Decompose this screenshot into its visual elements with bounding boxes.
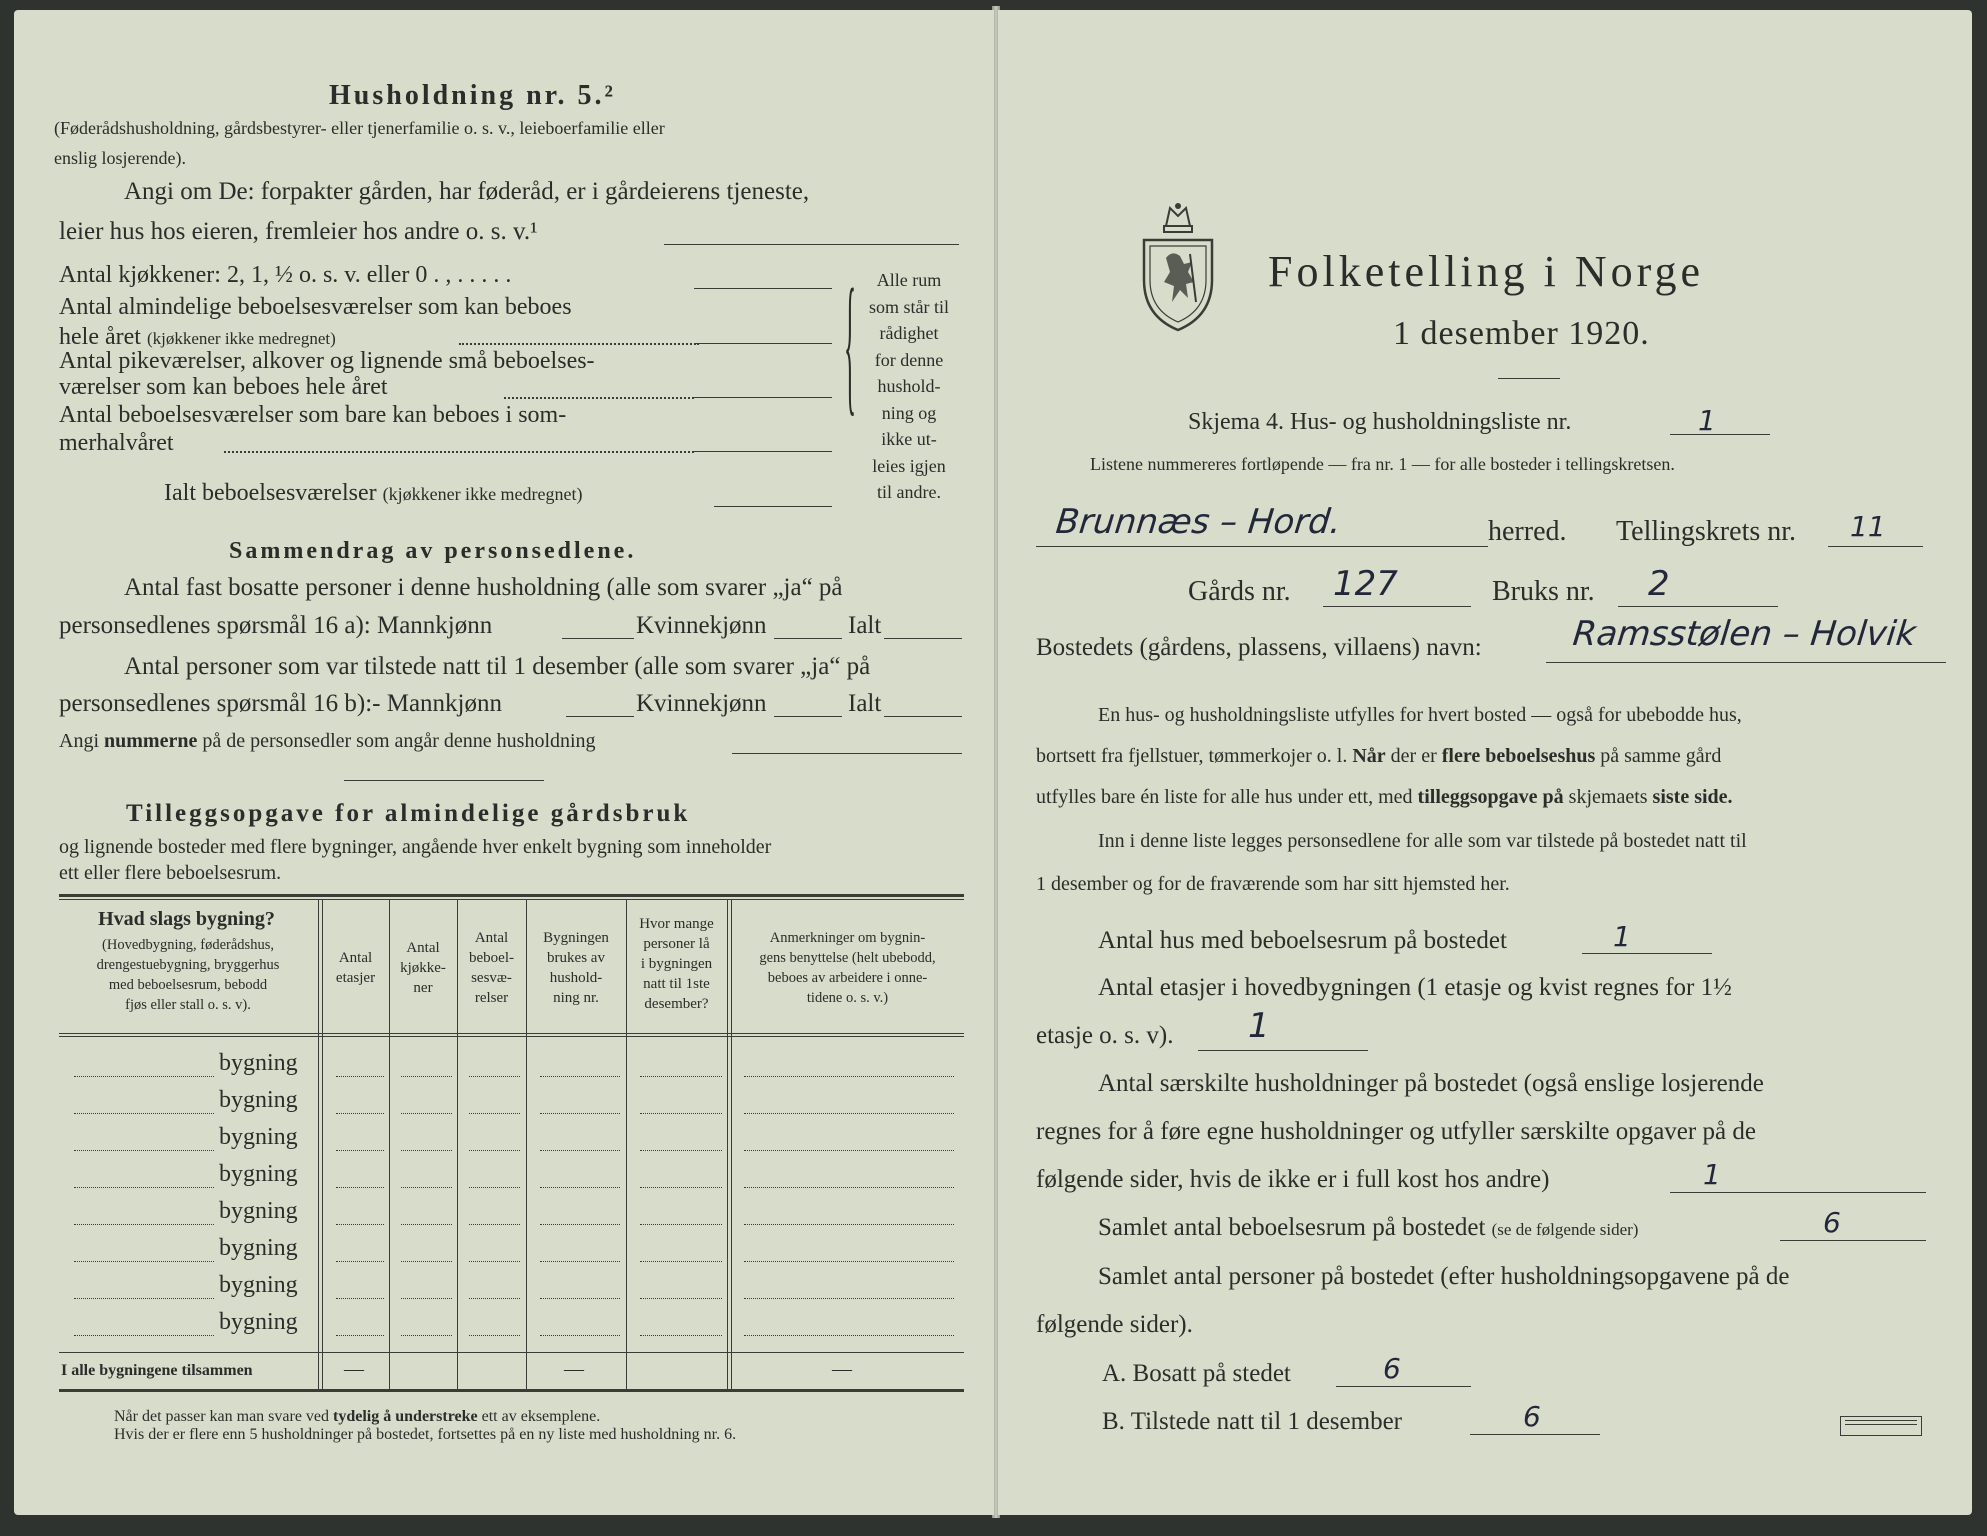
list-nr-value: 1 xyxy=(1698,404,1716,437)
title-separator xyxy=(1498,378,1560,379)
floors-header: Antal etasjer xyxy=(335,950,376,986)
total-rooms-label: Ialt beboelsesværelser (kjøkkener ikke medregnet) xyxy=(164,480,583,506)
resident-label: A. Bosatt på stedet xyxy=(1102,1360,1291,1387)
row-line xyxy=(540,1335,620,1336)
brace: { xyxy=(844,265,856,433)
row-line xyxy=(744,1076,954,1077)
footnote-2: Hvis der er flere enn 5 husholdninger på bostedet, fortsettes på en ny liste med husholdning nr. 6. xyxy=(114,1426,737,1443)
table-row: bygning xyxy=(219,1050,298,1076)
answer-line xyxy=(694,288,832,289)
all-buildings-total-label: I alle bygningene tilsammen xyxy=(61,1362,253,1379)
census-district-label: Tellingskrets nr. xyxy=(1616,516,1797,547)
info-line-1: En hus- og husholdningsliste utfylles for hvert bosted — også for ubebodde hus, xyxy=(1098,704,1742,726)
row-line xyxy=(640,1224,722,1225)
row-line xyxy=(744,1113,954,1114)
place-name-value: Ramsstølen – Holvik xyxy=(1570,614,1918,654)
row-line xyxy=(744,1298,954,1299)
list-nr-line xyxy=(1670,434,1770,435)
herred-line xyxy=(1036,546,1488,547)
row-line xyxy=(744,1261,954,1262)
answer-line xyxy=(694,343,832,344)
norwegian-coat-of-arms-icon xyxy=(1138,198,1218,333)
row-line xyxy=(336,1150,384,1151)
floors-label-1: Antal etasjer i hovedbygningen (1 etasje og kvist regnes for 1½ xyxy=(1098,974,1732,1001)
total-rooms-line xyxy=(714,506,832,507)
present-label: B. Tilstede natt til 1 desember xyxy=(1102,1408,1402,1435)
table-row: bygning xyxy=(219,1235,298,1261)
row-line xyxy=(744,1150,954,1151)
total-persons-label-1: Samlet antal personer på bostedet (efter husholdningsopgavene på de xyxy=(1098,1263,1790,1290)
row-line xyxy=(401,1261,452,1262)
row-line xyxy=(74,1187,214,1188)
row-line xyxy=(640,1076,722,1077)
row-line xyxy=(469,1150,520,1151)
dots xyxy=(459,343,699,345)
households-label-3: følgende sider, hvis de ikke er i full kost hos andre) xyxy=(1036,1166,1550,1193)
male-count-line xyxy=(566,716,634,717)
row-line xyxy=(336,1187,384,1188)
row-line xyxy=(640,1187,722,1188)
table-row: bygning xyxy=(219,1087,298,1113)
kitchens-label: Antal kjøkkener: 2, 1, ½ o. s. v. eller 0 . , . . . . . xyxy=(59,262,512,288)
dots xyxy=(224,451,694,453)
row-line xyxy=(540,1224,620,1225)
row-line xyxy=(744,1335,954,1336)
small-rooms-label-2: værelser som kan beboes hele året xyxy=(59,374,388,400)
total-count-line xyxy=(884,638,962,639)
households-label-1: Antal særskilte husholdninger på bostedet (også enslige losjerende xyxy=(1098,1070,1764,1097)
row-line xyxy=(336,1113,384,1114)
building-type-subheader: (Hovedbygning, føderådshus, drengestuebygning, bryggerhus med beboelsesrum, bebodd fjøs eller stall o. s. v). xyxy=(96,937,280,1013)
row-line xyxy=(469,1187,520,1188)
numbers-instruction: Angi nummerne på de personsedler som angår denne husholdning xyxy=(59,730,596,752)
household-nr-header: Bygningen brukes av hushold- ning nr. xyxy=(543,930,609,1006)
row-line xyxy=(469,1335,520,1336)
bruk-nr-line xyxy=(1618,606,1778,607)
row-line xyxy=(74,1261,214,1262)
floors-value: 1 xyxy=(1248,1006,1270,1046)
row-line xyxy=(640,1298,722,1299)
present-value: 6 xyxy=(1523,1400,1541,1433)
row-line xyxy=(401,1335,452,1336)
present-line xyxy=(1470,1434,1600,1435)
row-line xyxy=(401,1298,452,1299)
printer-stamp-icon xyxy=(1840,1416,1922,1436)
total-persons-label-2: følgende sider). xyxy=(1036,1311,1193,1338)
households-line xyxy=(1670,1192,1926,1193)
supplement-subtitle-1: og lignende bosteder med flere bygninger, angående hver enkelt bygning som inneholder xyxy=(59,836,772,858)
row-line xyxy=(540,1076,620,1077)
household-subtitle-2: enslig losjerende). xyxy=(54,148,186,168)
resident-value: 6 xyxy=(1383,1352,1401,1385)
female-label: Kvinnekjønn xyxy=(636,612,767,639)
total-rooms-line xyxy=(1780,1240,1926,1241)
row-line xyxy=(74,1113,214,1114)
female-count-line xyxy=(774,638,842,639)
info-line-2: bortsett fra fjellstuer, tømmerkojer o. l. Når der er flere beboelseshus på samme gård xyxy=(1036,745,1722,767)
rooms-yearround-label: Antal almindelige beboelsesværelser som kan beboes xyxy=(59,294,572,320)
row-line xyxy=(469,1076,520,1077)
row-line xyxy=(401,1113,452,1114)
bruk-nr-value: 2 xyxy=(1648,564,1670,604)
female-count-line xyxy=(774,716,842,717)
farm-nr-value: 127 xyxy=(1333,564,1398,604)
row-line xyxy=(336,1335,384,1336)
row-line xyxy=(401,1187,452,1188)
angi-line-1: Angi om De: forpakter gården, har føderåd, er i gårdeierens tjeneste, xyxy=(124,178,810,205)
herred-label: herred. xyxy=(1488,516,1567,547)
total-dash: — xyxy=(564,1358,584,1380)
row-line xyxy=(469,1261,520,1262)
row-line xyxy=(74,1150,214,1151)
table-row: bygning xyxy=(219,1309,298,1335)
place-name-label: Bostedets (gårdens, plassens, villaens) navn: xyxy=(1036,634,1482,661)
household-subtitle-1: (Føderådshusholdning, gårdsbestyrer- eller tjenerfamilie o. s. v., leieboerfamilie eller xyxy=(54,118,665,138)
info-line-3: utfylles bare én liste for alle hus under ett, med tilleggsopgave på skjemaets siste side. xyxy=(1036,786,1733,808)
row-line xyxy=(74,1224,214,1225)
households-value: 1 xyxy=(1703,1158,1721,1191)
row-line xyxy=(469,1224,520,1225)
schema-label: Skjema 4. Hus- og husholdningsliste nr. xyxy=(1188,409,1572,435)
total-count-line xyxy=(884,716,962,717)
row-line xyxy=(640,1261,722,1262)
floors-line xyxy=(1198,1050,1368,1051)
separator xyxy=(344,780,544,781)
summary-a-line-2: personsedlenes spørsmål 16 a): Mannkjønn xyxy=(59,612,493,639)
angi-answer-line xyxy=(664,244,959,245)
row-line xyxy=(540,1113,620,1114)
row-line xyxy=(336,1224,384,1225)
persons-header: Hvor mange personer lå i bygningen natt til 1ste desember? xyxy=(639,916,714,1012)
floors-label-2: etasje o. s. v). xyxy=(1036,1022,1174,1049)
rooms-side-note: Alle rum som står til rådighet for denne hushold- ning og ikke ut- leies igjen til andre. xyxy=(869,270,949,502)
row-line xyxy=(74,1298,214,1299)
census-date: 1 desember 1920. xyxy=(1393,315,1650,352)
info-line-4: Inn i denne liste legges personsedlene for alle som var tilstede på bostedet natt til xyxy=(1098,830,1747,852)
houses-count-label: Antal hus med beboelsesrum på bostedet xyxy=(1098,927,1507,954)
remarks-header: Anmerkninger om bygnin- gens benyttelse (helt ubebodd, beboes av arbeidere i onne- tidene o. s. v.) xyxy=(759,930,936,1006)
numbering-note: Listene nummereres fortløpende — fra nr. 1 — for alle bosteder i tellingskretsen. xyxy=(1090,454,1675,474)
total-label: Ialt xyxy=(848,690,882,717)
numbers-line xyxy=(732,753,962,754)
row-line xyxy=(401,1150,452,1151)
total-dash: — xyxy=(832,1358,852,1380)
table-row: bygning xyxy=(219,1124,298,1150)
row-line xyxy=(540,1261,620,1262)
row-line xyxy=(469,1298,520,1299)
district-value: 11 xyxy=(1850,510,1886,543)
left-page xyxy=(14,10,994,1515)
angi-line-2: leier hus hos eieren, fremleier hos andre o. s. v.¹ xyxy=(59,218,538,245)
footnote-1: Når det passer kan man svare ved tydelig å understreke ett av eksemplene. xyxy=(114,1408,601,1425)
row-line xyxy=(640,1335,722,1336)
dots xyxy=(504,397,694,399)
houses-count-line xyxy=(1582,953,1712,954)
row-line xyxy=(336,1076,384,1077)
row-line xyxy=(336,1261,384,1262)
building-type-header: Hvad slags bygning? xyxy=(98,908,275,930)
total-rooms-label: Samlet antal beboelsesrum på bostedet (se de følgende sider) xyxy=(1098,1214,1639,1241)
rooms-header: Antal beboel- sesvæ- relser xyxy=(469,930,514,1006)
total-dash: — xyxy=(344,1358,364,1380)
houses-count-value: 1 xyxy=(1613,920,1631,953)
summary-title: Sammendrag av personsedlene. xyxy=(229,538,637,564)
row-line xyxy=(74,1076,214,1077)
info-line-5: 1 desember og for de fraværende som har sitt hjemsted her. xyxy=(1036,873,1510,895)
bruk-nr-label: Bruks nr. xyxy=(1492,576,1595,607)
row-line xyxy=(640,1150,722,1151)
summer-rooms-label: Antal beboelsesværelser som bare kan beboes i som- xyxy=(59,402,567,428)
row-line xyxy=(640,1113,722,1114)
summary-b-line-2: personsedlenes spørsmål 16 b):- Mannkjønn xyxy=(59,690,502,717)
row-line xyxy=(336,1298,384,1299)
row-line xyxy=(744,1187,954,1188)
female-label: Kvinnekjønn xyxy=(636,690,767,717)
summary-a-line-1: Antal fast bosatte personer i denne husholdning (alle som svarer „ja“ på xyxy=(124,574,843,601)
census-title: Folketelling i Norge xyxy=(1268,247,1705,296)
row-line xyxy=(401,1224,452,1225)
table-row: bygning xyxy=(219,1272,298,1298)
resident-line xyxy=(1336,1386,1471,1387)
row-line xyxy=(469,1113,520,1114)
male-count-line xyxy=(562,638,634,639)
households-label-2: regnes for å føre egne husholdninger og utfyller særskilte opgaver på de xyxy=(1036,1118,1756,1145)
rooms-yearround-label-2: hele året (kjøkkener ikke medregnet) xyxy=(59,324,336,350)
district-line xyxy=(1828,546,1923,547)
table-row: bygning xyxy=(219,1198,298,1224)
row-line xyxy=(744,1224,954,1225)
total-rooms-value: 6 xyxy=(1823,1206,1841,1239)
kitchens-header: Antal kjøkke- ner xyxy=(400,940,446,996)
small-rooms-label: Antal pikeværelser, alkover og lignende små beboelses- xyxy=(59,348,595,374)
place-name-line xyxy=(1546,662,1946,663)
row-line xyxy=(540,1298,620,1299)
total-label: Ialt xyxy=(848,612,882,639)
answer-line xyxy=(694,451,832,452)
household-title: Husholdning nr. 5.² xyxy=(329,80,616,111)
answer-line xyxy=(694,397,832,398)
summary-b-line-1: Antal personer som var tilstede natt til 1 desember (alle som svarer „ja“ på xyxy=(124,653,871,680)
supplement-subtitle-2: ett eller flere beboelsesrum. xyxy=(59,862,282,884)
row-line xyxy=(540,1187,620,1188)
farm-nr-label: Gårds nr. xyxy=(1188,576,1291,607)
farm-nr-line xyxy=(1323,606,1471,607)
herred-value: Brunnæs – Hord. xyxy=(1053,502,1343,542)
summer-rooms-label-2: merhalvåret xyxy=(59,430,174,456)
row-line xyxy=(401,1076,452,1077)
right-page xyxy=(998,10,1972,1515)
table-row: bygning xyxy=(219,1161,298,1187)
supplement-title: Tilleggsopgave for almindelige gårdsbruk xyxy=(126,800,691,827)
row-line xyxy=(540,1150,620,1151)
row-line xyxy=(74,1335,214,1336)
